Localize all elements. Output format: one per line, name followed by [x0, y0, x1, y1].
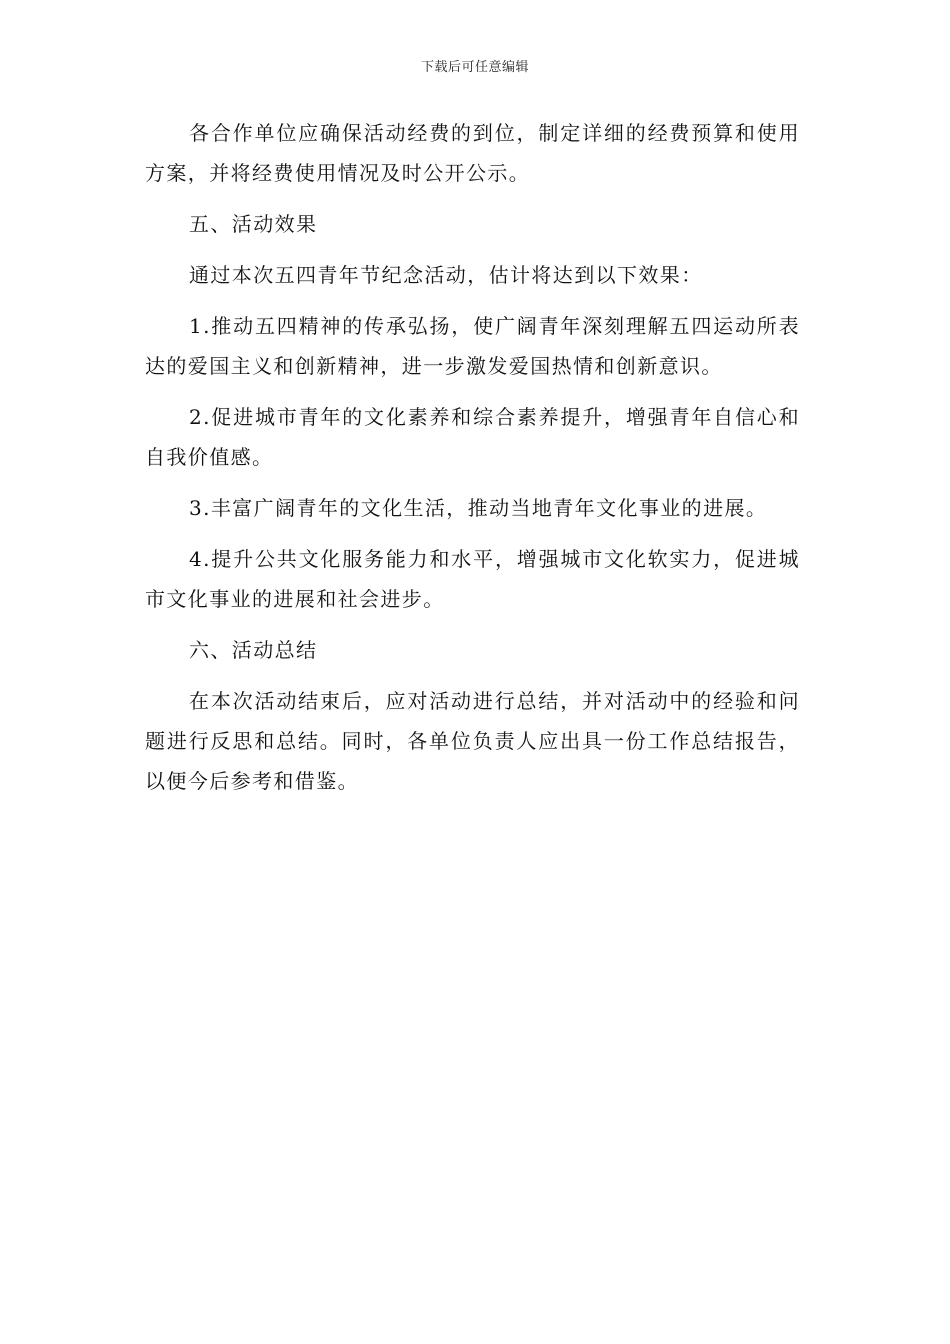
paragraph-effect-intro: 通过本次五四青年节纪念活动，估计将达到以下效果：: [189, 263, 703, 287]
effect-item-1: 1.推动五四精神的传承弘扬，使广阔青年深刻理解五四运动所表达的爱国主义和创新精神，进一步激发爱国热情和创新意识。: [145, 314, 800, 378]
section-heading-summary: 六、活动总结: [189, 638, 318, 662]
effect-item-2: 2.促进城市青年的文化素养和综合素养提升，增强青年自信心和自我价值感。: [145, 405, 800, 469]
header-note: 下载后可任意编辑: [420, 60, 529, 75]
paragraph-funding: 各合作单位应确保活动经费的到位，制定详细的经费预算和使用方案，并将经费使用情况及时公开公示。: [145, 121, 800, 185]
paragraph-summary: 在本次活动结束后，应对活动进行总结，并对活动中的经验和问题进行反思和总结。同时，各单位负责人应出具一份工作总结报告，以便今后参考和借鉴。: [145, 689, 800, 793]
document-body: [145, 113, 800, 812]
effect-item-4: 4.提升公共文化服务能力和水平，增强城市文化软实力，促进城市文化事业的进展和社会进步。: [145, 547, 800, 611]
section-heading-effect: 五、活动效果: [189, 212, 318, 236]
effect-item-3: 3.丰富广阔青年的文化生活，推动当地青年文化事业的进展。: [189, 496, 768, 520]
